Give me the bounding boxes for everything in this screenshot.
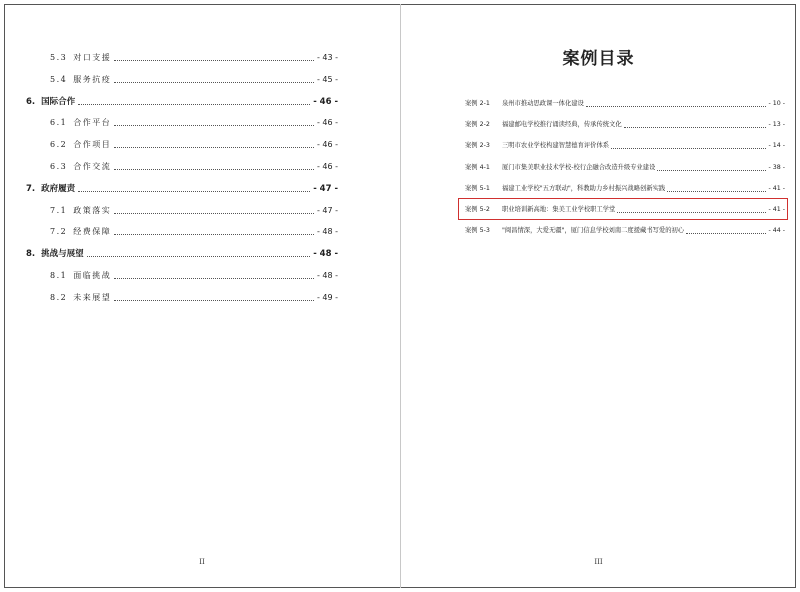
dot-leader xyxy=(624,127,767,128)
toc-entry-page: - 48 - xyxy=(313,249,338,260)
case-number: 案例 2-1 xyxy=(465,100,490,107)
toc-entry-page: - 47 - xyxy=(313,183,338,194)
case-page: - 41 - xyxy=(768,184,785,192)
case-page: - 41 - xyxy=(768,206,785,213)
case-entry[interactable] xyxy=(465,118,785,130)
dot-leader xyxy=(78,191,310,192)
right-page-number: III xyxy=(594,558,603,566)
dot-leader xyxy=(114,213,314,214)
right-page xyxy=(401,4,796,588)
toc-entry-text: 合作项目 xyxy=(73,140,112,150)
toc-entry-label xyxy=(50,52,111,64)
case-title-text: 厦门市集美职业技术学校-校行企融合改造升级专业建设 xyxy=(502,163,656,171)
dot-leader xyxy=(114,60,314,61)
toc-entry[interactable] xyxy=(50,137,338,151)
toc-entry-page: - 45 - xyxy=(316,74,338,84)
case-title-text: "闽昌情深，大爱无疆"，厦门信息学校刘南二度援藏书写爱的初心 xyxy=(502,227,685,235)
left-page-number: II xyxy=(199,558,205,566)
toc-entry-page: - 46 - xyxy=(313,96,338,107)
case-page: - 38 - xyxy=(768,163,785,171)
dot-leader xyxy=(667,191,766,192)
toc-entry-label xyxy=(50,205,111,217)
toc-entry-label xyxy=(50,292,111,304)
toc-entry-text: 合作交流 xyxy=(73,162,112,171)
toc-entry-label xyxy=(50,117,111,129)
case-page: - 44 - xyxy=(768,227,785,235)
dot-leader xyxy=(114,147,314,148)
dot-leader xyxy=(87,256,311,257)
case-title-text: 泉州市推动思政课一体化建设 xyxy=(502,100,584,107)
case-number: 案例 2-3 xyxy=(465,142,490,150)
toc-entry-text: 未来展望 xyxy=(73,292,112,302)
dot-leader xyxy=(78,104,310,105)
toc-entry-number: 6.1 xyxy=(50,118,68,128)
case-title-text: 职业培训新高地：集美工业学校职工学堂 xyxy=(502,206,616,213)
dot-leader xyxy=(586,106,767,107)
toc-entry-number: 5.4 xyxy=(50,74,68,84)
toc-entry-text: 合作平台 xyxy=(73,118,112,128)
toc-entry[interactable] xyxy=(50,50,338,64)
case-entry[interactable] xyxy=(465,224,785,236)
case-entry[interactable] xyxy=(465,97,785,109)
toc-entry-page: - 47 - xyxy=(316,205,338,215)
dot-leader xyxy=(657,170,766,171)
toc-entry-page: - 46 - xyxy=(316,162,338,171)
toc-entry-text: 政策落实 xyxy=(73,205,112,215)
toc-entry-page: - 48 - xyxy=(316,271,338,280)
toc-entry-text: 政府履责 xyxy=(41,183,76,194)
toc-entry[interactable] xyxy=(50,224,338,238)
toc-entry[interactable] xyxy=(26,181,338,195)
dot-leader xyxy=(114,300,314,301)
toc-entry-text: 对口支援 xyxy=(73,53,112,62)
toc-entry[interactable] xyxy=(50,268,338,282)
case-number: 案例 4-1 xyxy=(465,163,490,171)
toc-entry-label xyxy=(26,96,75,108)
toc-entry-number: 8.1 xyxy=(50,271,68,280)
toc-entry-number: 7.2 xyxy=(50,227,68,237)
toc-entry-page: - 49 - xyxy=(316,292,338,302)
toc-entry-label xyxy=(50,270,111,282)
toc-entry-number: 7.1 xyxy=(50,205,68,215)
toc-entry[interactable] xyxy=(26,246,338,260)
toc-entry-text: 挑战与展望 xyxy=(41,249,84,260)
toc-entry-number: 6. xyxy=(26,96,36,107)
toc-entry-text: 国际合作 xyxy=(41,96,76,107)
dot-leader xyxy=(686,233,766,234)
toc-entry-label xyxy=(50,139,111,151)
dot-leader xyxy=(114,278,314,279)
toc-entry-number: 5.3 xyxy=(50,53,68,62)
toc-entry[interactable] xyxy=(50,290,338,304)
left-page xyxy=(4,4,400,588)
dot-leader xyxy=(114,169,314,170)
toc-entry-number: 7. xyxy=(26,183,36,194)
toc-entry[interactable] xyxy=(50,115,338,129)
case-page: - 10 - xyxy=(768,100,785,107)
dot-leader xyxy=(114,82,314,83)
dot-leader xyxy=(611,148,766,149)
case-entry[interactable] xyxy=(465,182,785,194)
toc-entry-number: 8. xyxy=(26,249,36,260)
toc-entry-label xyxy=(50,74,111,86)
toc-entry[interactable] xyxy=(26,94,338,108)
toc-entry-label xyxy=(50,161,111,173)
toc-entry[interactable] xyxy=(50,159,338,173)
toc-entry-label xyxy=(26,183,75,195)
case-index-title: 案例目录 xyxy=(562,49,635,69)
toc-entry[interactable] xyxy=(50,72,338,86)
toc-entry-label xyxy=(50,226,111,238)
toc-entry-text: 服务抗疫 xyxy=(73,74,112,84)
toc-entry-number: 6.3 xyxy=(50,162,68,171)
toc-entry-page: - 43 - xyxy=(316,53,338,62)
toc-entry[interactable] xyxy=(50,203,338,217)
toc-entry-page: - 48 - xyxy=(316,227,338,237)
dot-leader xyxy=(114,125,314,126)
case-title-text: 福建工业学校"五方联动"，科教助力乡村振兴战略创新实践 xyxy=(502,184,666,192)
toc-entry-page: - 46 - xyxy=(316,118,338,128)
toc-entry-text: 面临挑战 xyxy=(73,271,112,280)
case-number: 案例 2-2 xyxy=(465,121,490,129)
toc-entry-number: 6.2 xyxy=(50,140,68,150)
toc-entry-text: 经费保障 xyxy=(73,227,112,237)
case-title-text: 三明市农业学校构建智慧德育评价体系 xyxy=(502,142,610,150)
case-number: 案例 5-1 xyxy=(465,184,490,192)
case-number: 案例 5-2 xyxy=(465,206,490,213)
case-number: 案例 5-3 xyxy=(465,227,490,235)
dot-leader xyxy=(114,234,314,235)
toc-entry-number: 8.2 xyxy=(50,292,68,302)
case-entry[interactable] xyxy=(465,161,785,173)
highlight-box xyxy=(458,198,788,220)
case-page: - 13 - xyxy=(768,121,785,129)
toc-entry-label xyxy=(26,248,84,260)
case-page: - 14 - xyxy=(768,142,785,150)
case-entry[interactable] xyxy=(465,139,785,151)
toc-entry-page: - 46 - xyxy=(316,140,338,150)
case-title-text: 福建邮电学校推行诵读经典，传承传统文化 xyxy=(502,121,622,129)
